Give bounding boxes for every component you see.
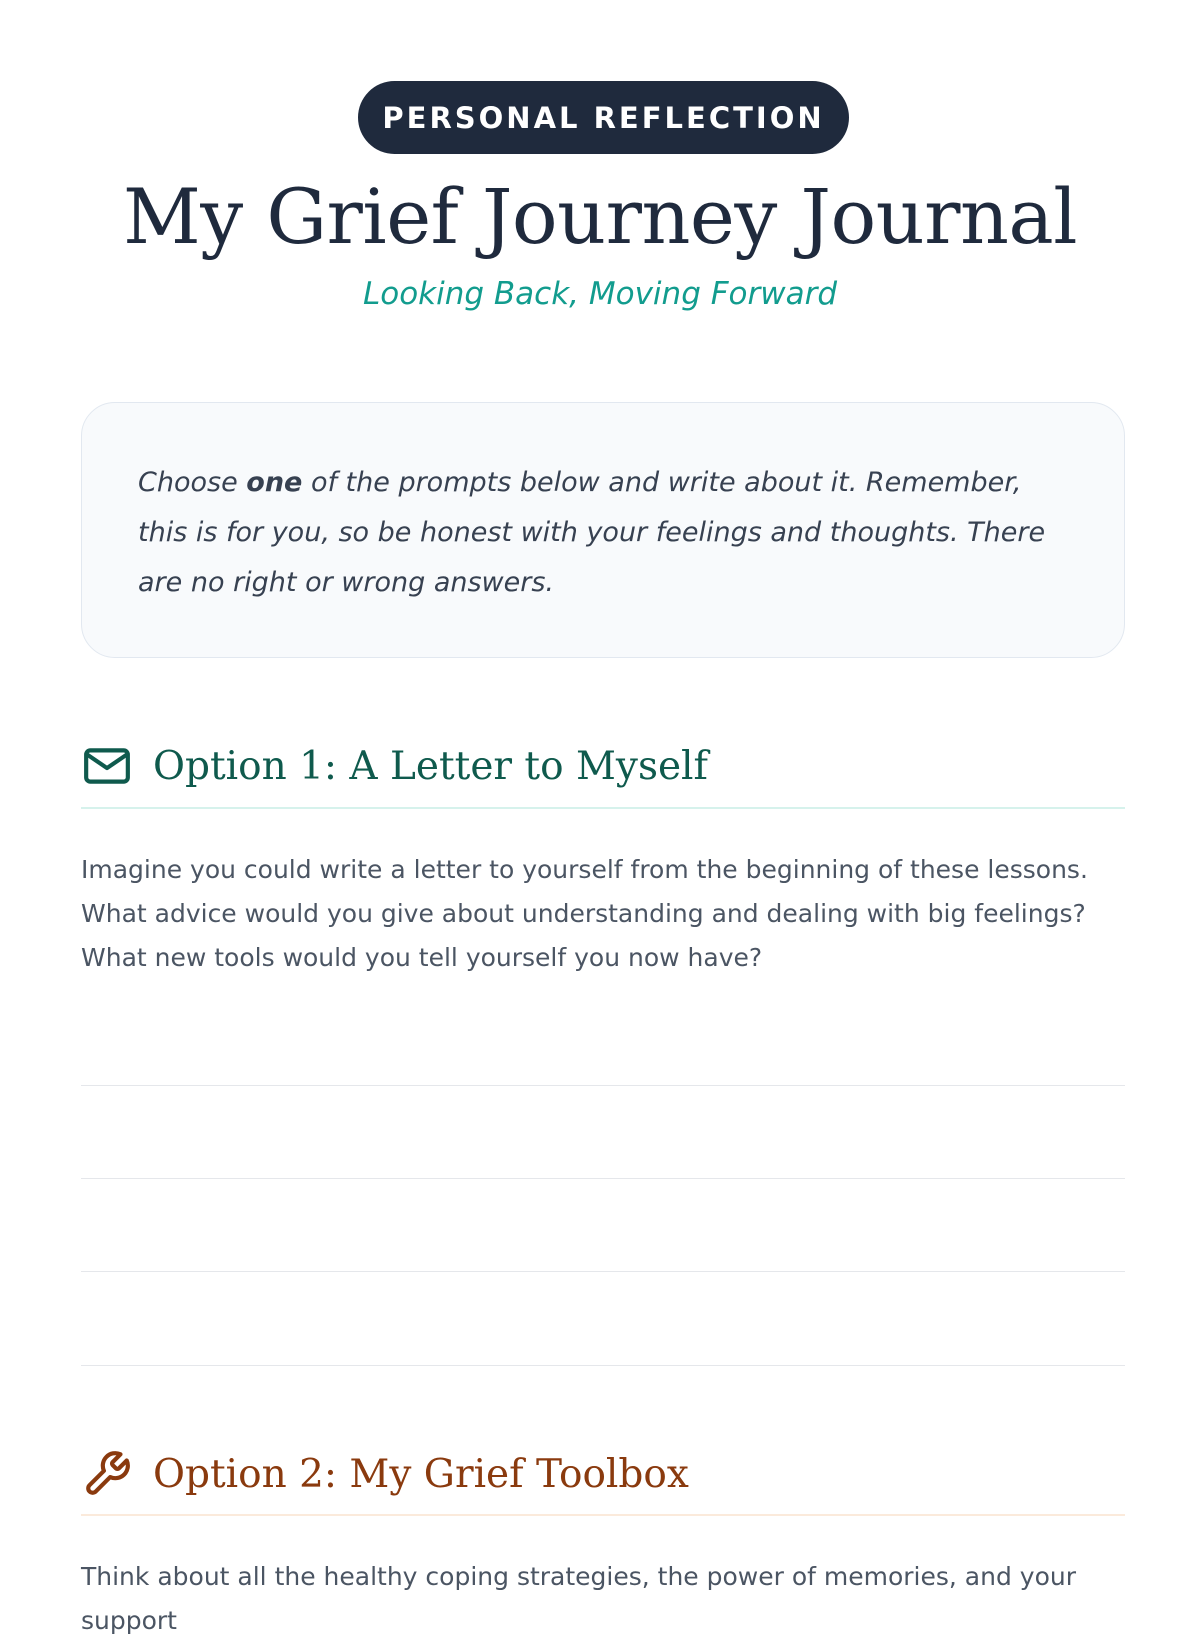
instructions-emphasis: one [246,467,303,498]
section-divider [81,1514,1125,1516]
option-2-heading [81,1448,1125,1500]
instructions-prefix: Choose [138,467,247,498]
option-1-heading [81,740,1125,792]
option-1-title: Option 1: A Letter to Myself [153,743,708,789]
envelope-icon [81,740,133,792]
section-divider [81,807,1125,809]
instructions-box [81,402,1125,658]
writing-line[interactable] [81,1365,1125,1366]
writing-line[interactable] [81,1271,1125,1272]
option-2-title: Option 2: My Grief Toolbox [153,1451,689,1497]
option-2-prompt: Think about all the healthy coping strategies, the power of memories, and your support [81,1562,1076,1635]
page-title: My Grief Journey Journal [122,172,1078,261]
writing-line[interactable] [81,1178,1125,1179]
instructions-suffix: of the prompts below and write about it. Remember, this is for you, so be honest with your feelings and thoughts. There are no right or wrong answers. [138,467,1046,598]
section-badge [358,81,849,154]
option-1-prompt: Imagine you could write a letter to yourself from the beginning of these lessons. What advice would you give about understanding and dealing with big feelings? What new tools would you tell yourself you now have? [81,855,1088,972]
page-subtitle: Looking Back, Moving Forward [362,276,838,312]
wrench-icon [81,1448,133,1500]
instructions-text [138,458,1072,608]
writing-line[interactable] [81,1085,1125,1086]
badge-label: PERSONAL REFLECTION [382,100,825,135]
